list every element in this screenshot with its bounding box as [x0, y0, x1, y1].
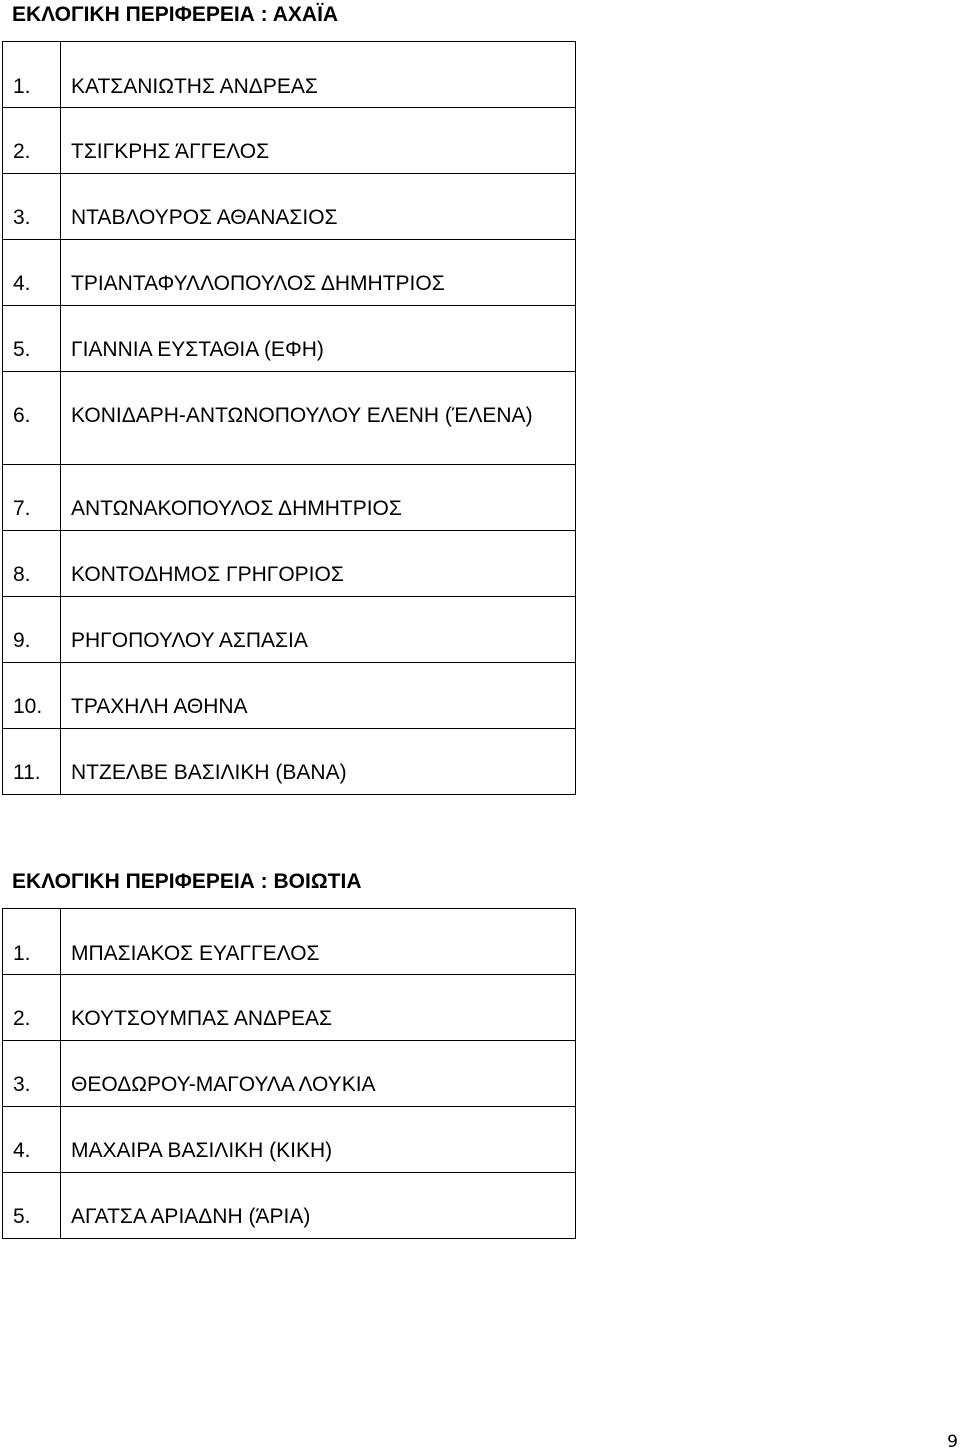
table-row: [3, 975, 576, 1041]
candidate-name: ΓΙΑΝΝΙΑ ΕΥΣΤΑΘΙΑ (ΕΦΗ): [61, 306, 576, 372]
candidate-name: ΘΕΟΔΩΡΟΥ-ΜΑΓΟΥΛΑ ΛΟΥΚΙΑ: [61, 1041, 576, 1107]
table-row: [3, 42, 576, 108]
candidate-name: ΚΟΝΙΔΑΡΗ-ΑΝΤΩΝΟΠΟΥΛΟΥ ΕΛΕΝΗ (ΈΛΕΝΑ): [61, 372, 576, 465]
section-heading-boeotia: ΕΚΛΟΓΙΚΗ ΠΕΡΙΦΕΡΕΙΑ : ΒΟΙΩΤΙΑ: [12, 870, 362, 893]
candidate-number: 3.: [3, 1041, 61, 1107]
candidates-table-boeotia: [2, 908, 576, 1239]
table-row: [3, 597, 576, 663]
table-row: [3, 174, 576, 240]
candidate-number: 4.: [3, 240, 61, 306]
candidate-number: 1.: [3, 42, 61, 108]
table-row: [3, 729, 576, 795]
table-row: [3, 1107, 576, 1173]
candidate-name: ΜΑΧΑΙΡΑ ΒΑΣΙΛΙΚΗ (ΚΙΚΗ): [61, 1107, 576, 1173]
table-row: [3, 306, 576, 372]
candidate-name: ΚΑΤΣΑΝΙΩΤΗΣ ΑΝΔΡΕΑΣ: [61, 42, 576, 108]
table-row: [3, 531, 576, 597]
candidate-name: ΑΝΤΩΝΑΚΟΠΟΥΛΟΣ ΔΗΜΗΤΡΙΟΣ: [61, 465, 576, 531]
candidate-name: ΤΣΙΓΚΡΗΣ ΆΓΓΕΛΟΣ: [61, 108, 576, 174]
candidate-number: 8.: [3, 531, 61, 597]
candidate-name: ΡΗΓΟΠΟΥΛΟΥ ΑΣΠΑΣΙΑ: [61, 597, 576, 663]
candidate-number: 2.: [3, 108, 61, 174]
candidate-number: 6.: [3, 372, 61, 465]
candidate-name: ΝΤΑΒΛΟΥΡΟΣ ΑΘΑΝΑΣΙΟΣ: [61, 174, 576, 240]
candidates-table-achaia: [2, 41, 576, 795]
candidate-number: 5.: [3, 306, 61, 372]
candidate-number: 5.: [3, 1173, 61, 1239]
candidate-name: ΤΡΑΧΗΛΗ ΑΘΗΝΑ: [61, 663, 576, 729]
candidate-name: ΑΓΑΤΣΑ ΑΡΙΑΔΝΗ (ΆΡΙΑ): [61, 1173, 576, 1239]
candidate-number: 1.: [3, 909, 61, 975]
section-heading-achaia: ΕΚΛΟΓΙΚΗ ΠΕΡΙΦΕΡΕΙΑ : ΑΧΑΪΑ: [12, 3, 339, 26]
page-number: 9: [947, 1432, 958, 1452]
candidate-number: 10.: [3, 663, 61, 729]
table-row: [3, 465, 576, 531]
table-row: [3, 108, 576, 174]
table-row: [3, 663, 576, 729]
candidate-number: 2.: [3, 975, 61, 1041]
candidate-name: ΚΟΝΤΟΔΗΜΟΣ ΓΡΗΓΟΡΙΟΣ: [61, 531, 576, 597]
table-row: [3, 1041, 576, 1107]
table-row: [3, 1173, 576, 1239]
candidate-number: 3.: [3, 174, 61, 240]
candidate-name: ΜΠΑΣΙΑΚΟΣ ΕΥΑΓΓΕΛΟΣ: [61, 909, 576, 975]
candidate-number: 11.: [3, 729, 61, 795]
table-row: [3, 372, 576, 465]
table-row: [3, 909, 576, 975]
candidate-name: ΝΤΖΕΛΒΕ ΒΑΣΙΛΙΚΗ (ΒΑΝΑ): [61, 729, 576, 795]
candidate-number: 4.: [3, 1107, 61, 1173]
table-row: [3, 240, 576, 306]
candidate-number: 7.: [3, 465, 61, 531]
candidate-number: 9.: [3, 597, 61, 663]
candidate-name: ΤΡΙΑΝΤΑΦΥΛΛΟΠΟΥΛΟΣ ΔΗΜΗΤΡΙΟΣ: [61, 240, 576, 306]
candidate-name: ΚΟΥΤΣΟΥΜΠΑΣ ΑΝΔΡΕΑΣ: [61, 975, 576, 1041]
